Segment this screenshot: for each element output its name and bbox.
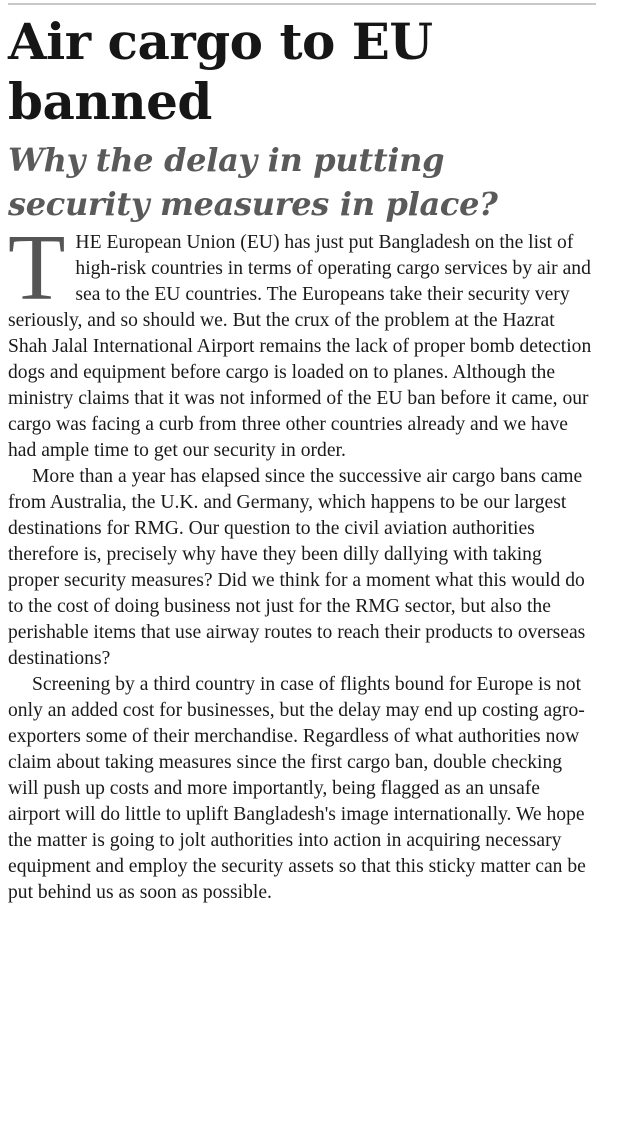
paragraph-3: Screening by a third country in case of flights bound for Europe is not only an added cost for businesses, but the delay may end up costing agro-exporters some of their merchandise. Regardless of what authorities now claim about taking measures since the first cargo ban, double checking will push up costs and more importantly, being flagged as an unsafe airport will do little to uplift Bangladesh's image internationally. We hope the matter is going to jolt authorities into action in acquiring necessary equipment and employ the security assets so that this sticky matter can be put behind us as soon as possible. (8, 674, 586, 903)
paragraph-1-text: HE European Union (EU) has just put Bangladesh on the list of high-risk countries in terms of operating cargo services by air and sea to the EU countries. The Europeans take their security very seriously, and so should we. But the crux of the problem at the Hazrat Shah Jalal International Airport remains the lack of proper bomb detection dogs and equipment before cargo is loaded on to planes. Although the ministry claims that it was not informed of the EU ban before it came, our cargo was facing a curb from three other countries already and we have had ample time to get our security in order. (8, 232, 592, 461)
top-border-rule (8, 3, 596, 5)
paragraph-1 (8, 216, 596, 464)
subheadline: Why the delay in putting security measures in place? (8, 141, 498, 223)
paragraph-2: More than a year has elapsed since the successive air cargo bans came from Australia, the U.K. and Germany, which happens to be our largest destinations for RMG. Our question to the civil aviation authorities therefore is, precisely why have they been dilly dallying with taking proper security measures? Did we think for a moment what this would do to the cost of doing business not just for the RMG sector, but also the perishable items that use airway routes to reach their products to overseas destinations? (8, 466, 586, 669)
drop-cap: T (8, 216, 66, 320)
editorial-article (8, 12, 596, 906)
article-body (8, 216, 596, 906)
headline: Air cargo to EU banned (8, 12, 433, 131)
